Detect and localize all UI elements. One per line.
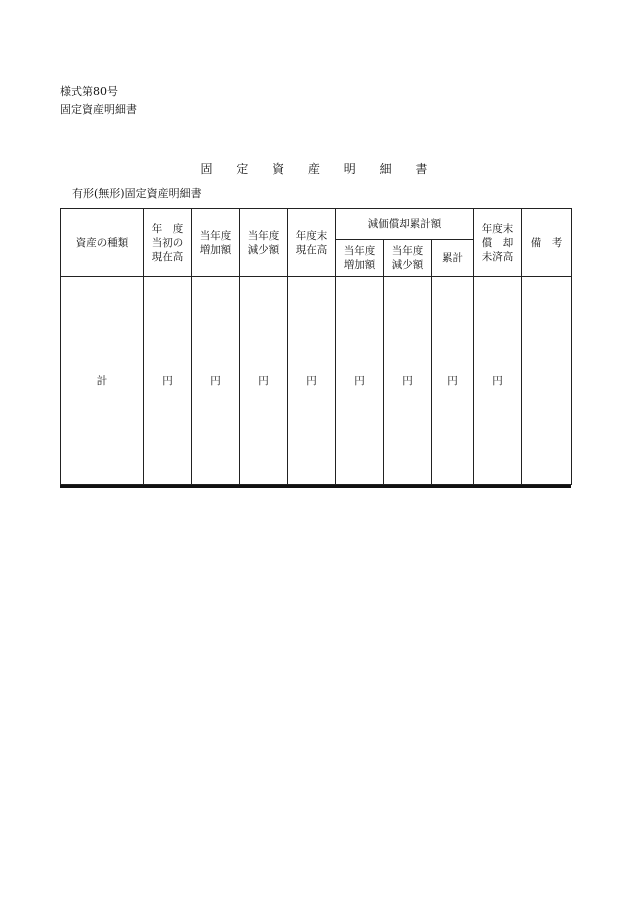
- header-undepreciated-line1: 年度末: [481, 222, 514, 235]
- unit-year-end: 円: [288, 277, 336, 485]
- header-beginning-line2: 当初の: [151, 236, 184, 249]
- header-beginning-balance: [144, 209, 192, 277]
- form-name: 固定資産明細書: [60, 103, 137, 116]
- unit-decrease: 円: [240, 277, 288, 485]
- header-dep-decrease: [384, 240, 432, 277]
- remarks-cell: [522, 277, 572, 485]
- unit-undepreciated: 円: [474, 277, 522, 485]
- header-dep-increase-line1: 当年度: [343, 245, 376, 257]
- header-decrease: [240, 209, 288, 277]
- unit-dep-decrease: 円: [384, 277, 432, 485]
- header-increase: [192, 209, 240, 277]
- unit-dep-increase: 円: [336, 277, 384, 485]
- header-year-end-balance: [288, 209, 336, 277]
- document-title: 固 定 資 産 明 細 書: [200, 162, 438, 176]
- header-accumulated-depreciation: 減価償却累計額: [336, 209, 474, 240]
- bottom-double-rule: [60, 485, 571, 488]
- unit-increase: 円: [192, 277, 240, 485]
- header-asset-type: 資産の種類: [61, 209, 144, 277]
- header-dep-increase: [336, 240, 384, 277]
- total-label: 計: [61, 277, 144, 485]
- header-dep-decrease-line1: 当年度: [391, 245, 424, 257]
- header-decrease-line2: 減少額: [247, 243, 280, 256]
- header-undepreciated-line3: 未済高: [481, 250, 514, 263]
- header-dep-total: 累計: [432, 240, 474, 277]
- header-dep-decrease-line2: 減少額: [391, 259, 424, 271]
- header-undepreciated-balance: [474, 209, 522, 277]
- header-undepreciated-line2: 償 却: [481, 236, 514, 249]
- header-dep-increase-line2: 増加額: [343, 259, 376, 271]
- header-beginning-line3: 現在高: [151, 250, 184, 263]
- unit-beginning: 円: [144, 277, 192, 485]
- form-number: 様式第80号: [60, 85, 118, 98]
- header-beginning-line1: 年 度: [151, 222, 184, 235]
- header-increase-line2: 増加額: [199, 243, 232, 256]
- header-year-end-line1: 年度末: [295, 229, 328, 242]
- fixed-asset-table: [60, 208, 572, 485]
- unit-dep-total: 円: [432, 277, 474, 485]
- header-year-end-line2: 現在高: [295, 243, 328, 256]
- header-increase-line1: 当年度: [199, 229, 232, 242]
- header-decrease-line1: 当年度: [247, 229, 280, 242]
- header-remarks: 備 考: [522, 209, 572, 277]
- table-subtitle: 有形(無形)固定資産明細書: [72, 187, 202, 200]
